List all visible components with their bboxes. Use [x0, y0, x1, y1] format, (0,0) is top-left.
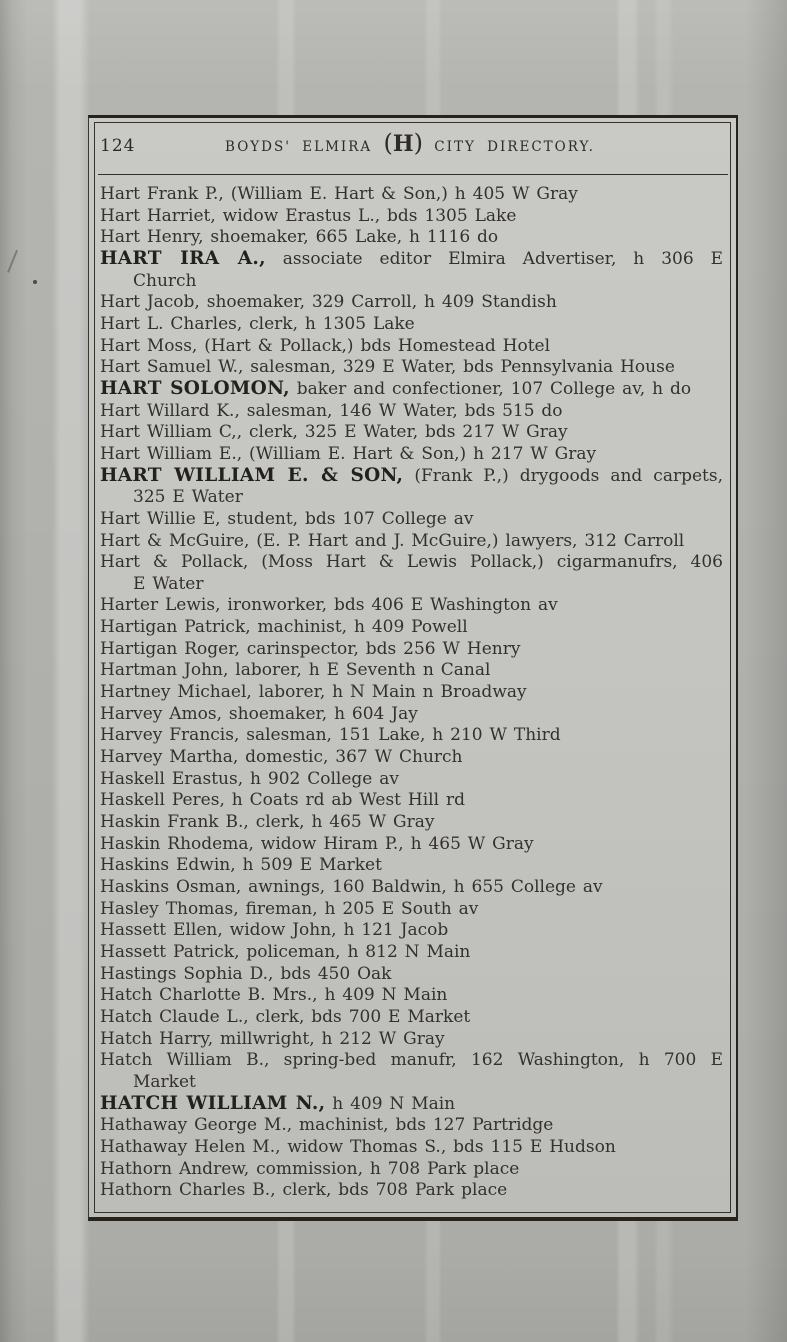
paren-open: (: [383, 129, 393, 157]
entry-line: HART SOLOMON, baker and confectioner, 107 College av, h do: [100, 377, 692, 399]
directory-entry: [100, 206, 723, 228]
directory-entry: [100, 834, 723, 856]
entry-line: Hathaway George M., machinist, bds 127 Partridge: [100, 1115, 554, 1136]
directory-entry: [100, 812, 723, 834]
entry-line: Harvey Amos, shoemaker, h 604 Jay: [100, 703, 418, 724]
directory-entry: [100, 877, 723, 899]
page-title: [170, 129, 650, 157]
directory-entry: [100, 1007, 723, 1029]
directory-entry: [100, 184, 723, 206]
page-border-box: [88, 115, 738, 1221]
entry-line: Haskins Osman, awnings, 160 Baldwin, h 655 College av: [100, 877, 603, 897]
entry-line: Harvey Francis, salesman, 151 Lake, h 210 W Third: [100, 725, 561, 746]
entry-line: Hart Samuel W., salesman, 329 E Water, bds Pennsylvania House: [100, 357, 675, 378]
directory-entry: [100, 725, 723, 747]
entry-line: Hasley Thomas, fireman, h 205 E South av: [100, 898, 479, 919]
entry-line: Hatch Harry, millwright, h 212 W Gray: [100, 1028, 445, 1049]
directory-entry: [100, 401, 723, 423]
directory-entry: [100, 249, 723, 292]
entry-line: Hathorn Charles B., clerk, bds 708 Park place: [100, 1180, 508, 1201]
directory-entry: [100, 336, 723, 358]
entry-line: Haskin Rhodema, widow Hiram P., h 465 W Gray: [100, 833, 534, 854]
directory-entries: [95, 175, 730, 1202]
directory-entry: [100, 1050, 723, 1093]
entry-line: Hassett Patrick, policeman, h 812 N Main: [100, 941, 471, 962]
entry-line: Hart L. Charles, clerk, h 1305 Lake: [100, 313, 415, 334]
entry-line: Hatch Claude L., clerk, bds 700 E Market: [100, 1006, 471, 1027]
entry-line: Haskell Peres, h Coats rd ab West Hill rd: [100, 790, 465, 811]
title-suffix: CITY DIRECTORY.: [434, 139, 595, 155]
directory-entry: [100, 466, 723, 509]
entry-name-bold: HART SOLOMON,: [100, 377, 290, 399]
directory-entry: [100, 899, 723, 921]
entry-line: Hart Jacob, shoemaker, 329 Carroll, h 409 Standish: [100, 292, 557, 313]
directory-entry: [100, 985, 723, 1007]
directory-entry: [100, 1159, 723, 1181]
directory-entry: [100, 1029, 723, 1051]
title-prefix: BOYDS' ELMIRA: [225, 139, 373, 155]
entry-line: Hart Frank P., (William E. Hart & Son,) h 405 W Gray: [100, 184, 578, 204]
page-header: [95, 123, 730, 169]
directory-entry: [100, 682, 723, 704]
entry-line: Hathaway Helen M., widow Thomas S., bds 115 E Hudson: [100, 1136, 616, 1157]
entry-continuation-line: Market: [133, 1071, 196, 1092]
directory-entry: [100, 855, 723, 877]
page-number: 124: [100, 136, 136, 156]
paren-close: ): [413, 129, 423, 157]
entry-line: Hartney Michael, laborer, h N Main n Broadway: [100, 682, 527, 703]
entry-continuation-line: E Water: [133, 573, 204, 594]
directory-entry: [100, 444, 723, 466]
section-letter-group: [383, 129, 423, 157]
entry-line: Hart & McGuire, (E. P. Hart and J. McGuire,) lawyers, 312 Carroll: [100, 530, 685, 551]
directory-entry: [100, 790, 723, 812]
entry-line: Hart Henry, shoemaker, 665 Lake, h 1116 do: [100, 227, 499, 248]
entry-line: HART IRA A., associate editor Elmira Advertiser, h 306 E: [100, 247, 724, 269]
directory-entry: [100, 292, 723, 314]
entry-line: Hart William C,, clerk, 325 E Water, bds 217 W Gray: [100, 422, 568, 443]
entry-line: Hatch Charlotte B. Mrs., h 409 N Main: [100, 985, 448, 1006]
entry-continuation-line: Church: [133, 270, 197, 291]
entry-line: Hartigan Roger, carinspector, bds 256 W Henry: [100, 638, 521, 659]
entry-line: HATCH WILLIAM N., h 409 N Main: [100, 1092, 456, 1114]
entry-line: Haskell Erastus, h 902 College av: [100, 768, 399, 789]
entry-line: Hassett Ellen, widow John, h 121 Jacob: [100, 920, 449, 941]
entry-name-bold: HART IRA A.,: [100, 247, 266, 269]
directory-entry: [100, 595, 723, 617]
entry-line: Hatch William B., spring-bed manufr, 162 Washington, h 700 E: [100, 1050, 723, 1071]
entry-line: Hartigan Patrick, machinist, h 409 Powell: [100, 617, 468, 638]
directory-entry: [100, 920, 723, 942]
directory-entry: [100, 769, 723, 791]
entry-line: Hart & Pollack, (Moss Hart & Lewis Pollack,) cigarmanufrs, 406: [100, 552, 723, 573]
entry-line: Hart Moss, (Hart & Pollack,) bds Homestead Hotel: [100, 335, 551, 356]
entry-name-bold: HART WILLIAM E. & SON,: [100, 464, 404, 486]
page-inner-border: [94, 122, 731, 1213]
directory-entry: [100, 1115, 723, 1137]
entry-continuation-line: 325 E Water: [133, 487, 243, 508]
directory-entry: [100, 314, 723, 336]
directory-entry: [100, 422, 723, 444]
entry-line: Haskin Frank B., clerk, h 465 W Gray: [100, 812, 435, 833]
directory-entry: [100, 747, 723, 769]
pen-mark: [0, 245, 18, 272]
directory-entry: [100, 552, 723, 595]
section-letter: H: [392, 131, 414, 157]
directory-entry: [100, 1180, 723, 1202]
entry-line: Hart William E., (William E. Hart & Son,) h 217 W Gray: [100, 443, 597, 464]
directory-entry: [100, 660, 723, 682]
directory-entry: [100, 1094, 723, 1116]
directory-entry: [100, 639, 723, 661]
scan-speck: [33, 280, 37, 284]
directory-entry: [100, 379, 723, 401]
entry-line: Hart Willie E, student, bds 107 College av: [100, 508, 474, 529]
entry-line: Harvey Martha, domestic, 367 W Church: [100, 747, 463, 768]
directory-entry: [100, 227, 723, 249]
entry-line: Hart Harriet, widow Erastus L., bds 1305 Lake: [100, 205, 517, 226]
directory-entry: [100, 704, 723, 726]
directory-entry: [100, 1137, 723, 1159]
directory-entry: [100, 509, 723, 531]
entry-line: Haskins Edwin, h 509 E Market: [100, 855, 382, 876]
entry-line: Hartman John, laborer, h E Seventh n Canal: [100, 660, 491, 681]
entry-line: Hathorn Andrew, commission, h 708 Park place: [100, 1158, 520, 1179]
entry-line: Hastings Sophia D., bds 450 Oak: [100, 963, 392, 984]
directory-entry: [100, 617, 723, 639]
entry-line: Harter Lewis, ironworker, bds 406 E Washington av: [100, 595, 558, 616]
directory-entry: [100, 942, 723, 964]
entry-name-bold: HATCH WILLIAM N.,: [100, 1092, 326, 1114]
entry-line: Hart Willard K., salesman, 146 W Water, bds 515 do: [100, 400, 563, 421]
directory-entry: [100, 964, 723, 986]
directory-entry: [100, 531, 723, 553]
directory-entry: [100, 357, 723, 379]
entry-line: HART WILLIAM E. & SON, (Frank P.,) drygoods and carpets,: [100, 464, 723, 486]
